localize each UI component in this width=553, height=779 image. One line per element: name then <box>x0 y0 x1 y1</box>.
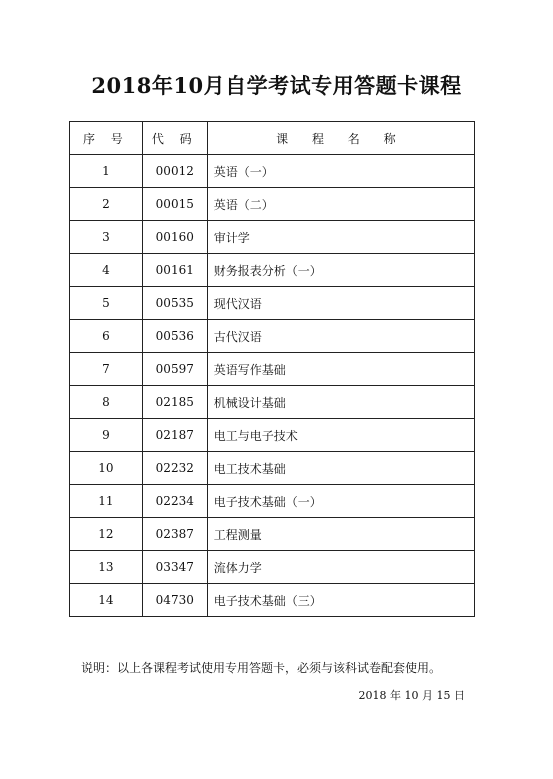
cell-serial-number: 6 <box>70 320 143 353</box>
cell-course-name: 财务报表分析（一） <box>207 254 474 287</box>
cell-serial-number: 10 <box>70 452 143 485</box>
table-row <box>70 221 475 254</box>
cell-course-name: 机械设计基础 <box>207 386 474 419</box>
cell-course-name: 英语（一） <box>207 155 474 188</box>
cell-course-code: 03347 <box>142 551 207 584</box>
table-row <box>70 353 475 386</box>
cell-serial-number: 9 <box>70 419 143 452</box>
cell-serial-number: 3 <box>70 221 143 254</box>
cell-course-code: 04730 <box>142 584 207 617</box>
issue-date: 2018 年 10 月 15 日 <box>358 689 465 702</box>
table-row <box>70 452 475 485</box>
cell-course-code: 00597 <box>142 353 207 386</box>
cell-serial-number: 14 <box>70 584 143 617</box>
header-course-name: 课 程 名 称 <box>207 122 474 155</box>
header-serial-number: 序 号 <box>70 122 143 155</box>
table-row <box>70 551 475 584</box>
cell-serial-number: 12 <box>70 518 143 551</box>
cell-course-name: 电子技术基础（三） <box>207 584 474 617</box>
cell-course-code: 02387 <box>142 518 207 551</box>
cell-course-name: 流体力学 <box>207 551 474 584</box>
cell-serial-number: 13 <box>70 551 143 584</box>
cell-course-name: 英语写作基础 <box>207 353 474 386</box>
cell-serial-number: 4 <box>70 254 143 287</box>
cell-course-name: 电工与电子技术 <box>207 419 474 452</box>
cell-course-name: 电子技术基础（一） <box>207 485 474 518</box>
table-row <box>70 320 475 353</box>
table-row <box>70 386 475 419</box>
cell-course-name: 现代汉语 <box>207 287 474 320</box>
table-row <box>70 485 475 518</box>
table-row <box>70 287 475 320</box>
cell-course-code: 02187 <box>142 419 207 452</box>
usage-note: 说明：以上各课程考试使用专用答题卡，必须与该科试卷配套使用。 <box>81 661 442 675</box>
cell-course-name: 审计学 <box>207 221 474 254</box>
table-row <box>70 419 475 452</box>
table-row <box>70 188 475 221</box>
cell-course-name: 电工技术基础 <box>207 452 474 485</box>
cell-course-code: 00015 <box>142 188 207 221</box>
cell-course-name: 工程测量 <box>207 518 474 551</box>
table-row <box>70 155 475 188</box>
cell-course-code: 00535 <box>142 287 207 320</box>
cell-serial-number: 5 <box>70 287 143 320</box>
table-row <box>70 518 475 551</box>
table-row <box>70 584 475 617</box>
cell-course-name: 英语（二） <box>207 188 474 221</box>
cell-serial-number: 11 <box>70 485 143 518</box>
cell-course-code: 00161 <box>142 254 207 287</box>
table-row <box>70 254 475 287</box>
cell-course-code: 02232 <box>142 452 207 485</box>
course-table <box>69 121 475 617</box>
table-header-row <box>70 122 475 155</box>
cell-serial-number: 1 <box>70 155 143 188</box>
document-title: 2018年10月自学考试专用答题卡课程 <box>91 73 462 98</box>
cell-course-name: 古代汉语 <box>207 320 474 353</box>
cell-serial-number: 8 <box>70 386 143 419</box>
cell-serial-number: 2 <box>70 188 143 221</box>
cell-course-code: 00536 <box>142 320 207 353</box>
header-course-code: 代 码 <box>142 122 207 155</box>
cell-course-code: 02185 <box>142 386 207 419</box>
cell-course-code: 00012 <box>142 155 207 188</box>
cell-course-code: 00160 <box>142 221 207 254</box>
cell-serial-number: 7 <box>70 353 143 386</box>
cell-course-code: 02234 <box>142 485 207 518</box>
